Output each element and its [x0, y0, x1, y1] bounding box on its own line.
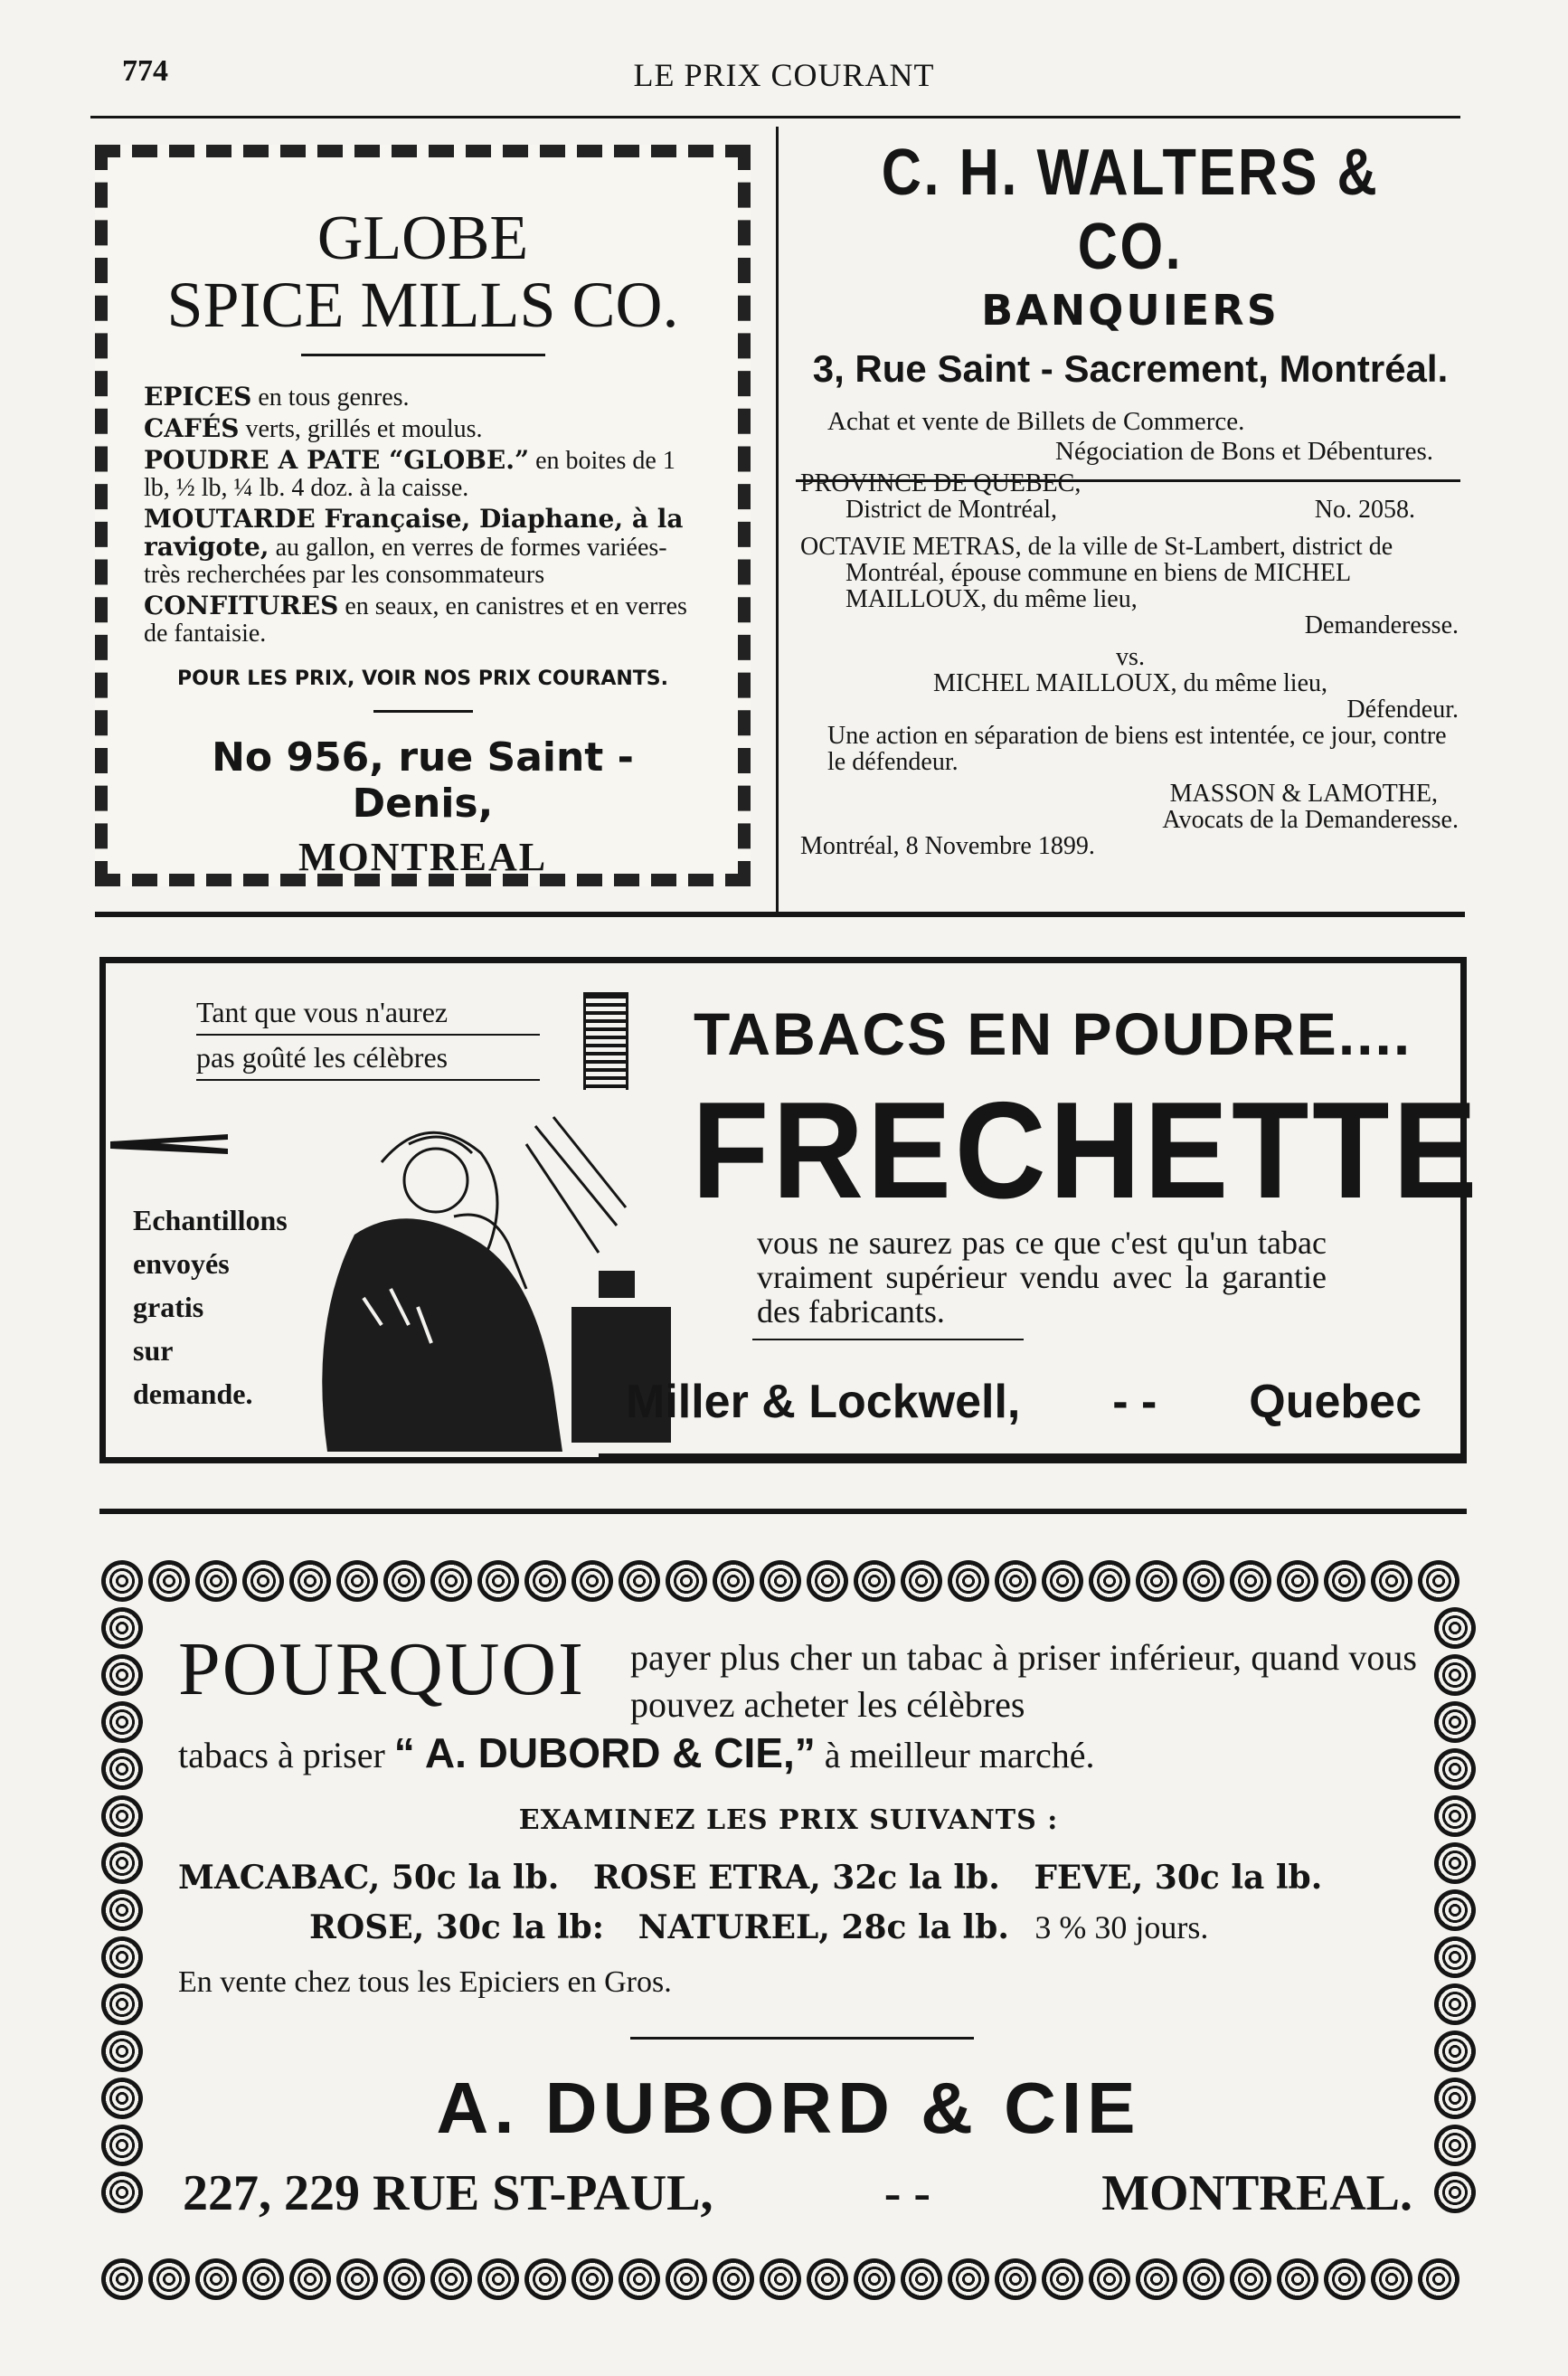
legal-notice [800, 470, 1460, 859]
ring-ornament-icon [760, 2258, 801, 2300]
ring-ornament-icon [1371, 2258, 1412, 2300]
ring-ornament-icon [101, 2172, 143, 2213]
ring-ornament-icon [995, 1560, 1036, 1602]
frechette-maker-row [626, 1375, 1422, 1429]
ring-ornament-icon [807, 1560, 848, 1602]
ring-ornament-icon [1324, 1560, 1365, 1602]
ring-ornament-icon [948, 1560, 989, 1602]
ring-ornament-icon [1042, 1560, 1083, 1602]
ring-ornament-icon [101, 1654, 143, 1696]
globe-city: MONTREAL [298, 835, 548, 879]
walters-line-1: Achat et vente de Billets de Commerce. [827, 407, 1245, 436]
globe-item: CAFÉS verts, grillés et moulus. [144, 413, 483, 443]
ring-ornament-icon [1434, 1748, 1476, 1790]
globe-address: No 956, rue Saint - Denis, [212, 734, 634, 827]
frechette-text: vous ne saurez pas ce que c'est qu'un tabac vraiment supérieur vendu avec la garantie des fabricants. [757, 1225, 1327, 1330]
frechette-dash: - - [1112, 1376, 1157, 1428]
dubord-prices-1: MACABAC, 50c la lb. ROSE ETRA, 32c la lb. FEVE, 30c la lb. [178, 1859, 1323, 1897]
globe-product-list [144, 383, 702, 648]
walters-address: 3, Rue Saint - Sacrement, Montréal. [812, 347, 1449, 390]
ring-ornament-icon [1434, 1701, 1476, 1743]
globe-rule [301, 354, 545, 356]
legal-district: District de Montréal, [845, 496, 1058, 524]
frechette-heading: TABACS EN POUDRE.... [694, 1000, 1412, 1067]
header-rule [90, 116, 1460, 118]
ring-ornament-icon [1371, 1560, 1412, 1602]
frechette-bottom-rule [599, 1453, 1467, 1459]
ring-ornament-icon [101, 1936, 143, 1978]
ring-ornament-icon [760, 1560, 801, 1602]
frechette-text-rule [752, 1339, 1024, 1340]
walters-title: C. H. WALTERS & CO. [881, 137, 1380, 283]
ring-ornament-icon [101, 1701, 143, 1743]
ring-ornament-icon [854, 1560, 895, 1602]
ring-ornament-icon [666, 2258, 707, 2300]
globe-item: CONFITURES en seaux, en canistres et en verres de fantaisie. [144, 591, 687, 648]
globe-item: MOUTARDE Française, Diaphane, à la ravigote, au gallon, en verres de formes variées-très recherchées par les consommateurs [144, 504, 684, 589]
walters-ad [787, 136, 1474, 482]
ring-ornament-icon [1183, 1560, 1224, 1602]
ring-ornament-icon [619, 1560, 660, 1602]
ring-ornament-icon [901, 2258, 942, 2300]
ring-ornament-icon [1418, 1560, 1459, 1602]
dubord-prices-2 [309, 1908, 1208, 1946]
frechette-maker: Miller & Lockwell, [626, 1376, 1021, 1428]
ring-ornament-icon [995, 2258, 1036, 2300]
ring-ornament-icon [1277, 2258, 1318, 2300]
globe-item: EPICES en tous genres. [144, 382, 410, 412]
legal-plaintiff-role: Demanderesse. [1304, 611, 1459, 639]
frechette-city: Quebec [1249, 1376, 1422, 1428]
ring-ornament-icon [383, 1560, 425, 1602]
ring-ornament-icon [477, 2258, 519, 2300]
legal-number: No. 2058. [1314, 496, 1415, 524]
ring-ornament-icon [524, 2258, 566, 2300]
ring-ornament-icon [1434, 1607, 1476, 1649]
ring-ornament-icon [195, 2258, 237, 2300]
legal-action: Une action en séparation de biens est intentée, ce jour, contre le défendeur. [827, 722, 1447, 776]
dubord-line3-c: à meilleur marché. [824, 1735, 1095, 1775]
ring-ornament-icon [148, 1560, 190, 1602]
globe-prix-note: POUR LES PRIX, VOIR NOS PRIX COURANTS. [177, 667, 668, 690]
ring-ornament-icon [1434, 1654, 1476, 1696]
ring-ornament-icon [1042, 2258, 1083, 2300]
frechette-intro-1: Tant que vous n'aurez [196, 996, 449, 1028]
ring-ornament-icon [713, 1560, 754, 1602]
dubord-address-row [183, 2164, 1412, 2222]
dubord-vente: En vente chez tous les Epiciers en Gros. [178, 1965, 672, 1999]
walters-subtitle: BANQUIERS [981, 286, 1280, 335]
legal-lawyers: MASSON & LAMOTHE, [1169, 780, 1438, 808]
ring-ornament-icon [101, 1560, 143, 1602]
ring-ornament-icon [336, 1560, 378, 1602]
ring-ornament-icon [101, 1607, 143, 1649]
ring-ornament-icon [289, 1560, 331, 1602]
ring-ornament-icon [1136, 1560, 1177, 1602]
legal-defendant: MICHEL MAILLOUX, du même lieu, [933, 669, 1327, 697]
ring-ornament-icon [1230, 2258, 1271, 2300]
dubord-city: MONTREAL. [1101, 2165, 1412, 2221]
ring-ornament-icon [101, 1889, 143, 1931]
ring-ornament-icon [336, 2258, 378, 2300]
ring-ornament-icon [1434, 1889, 1476, 1931]
page-title: LE PRIX COURANT [633, 57, 935, 93]
section-rule-2 [99, 1509, 1467, 1514]
ring-ornament-icon [430, 1560, 472, 1602]
ring-ornament-icon [1434, 2172, 1476, 2213]
frechette-samples [133, 1198, 288, 1415]
sample-line: gratis [133, 1291, 204, 1323]
frechette-ad [99, 957, 1481, 1463]
dubord-examinez: EXAMINEZ LES PRIX SUIVANTS : [518, 1804, 1059, 1836]
ring-ornament-icon [101, 1983, 143, 2025]
ring-ornament-icon [242, 2258, 284, 2300]
walters-line-2: Négociation de Bons et Débentures. [1055, 437, 1433, 466]
dubord-line3-b: “ A. DUBORD & CIE,” [393, 1729, 816, 1776]
frechette-intro [196, 990, 540, 1081]
ring-ornament-icon [948, 2258, 989, 2300]
ring-ornament-icon [854, 2258, 895, 2300]
ring-ornament-icon [1324, 2258, 1365, 2300]
ring-ornament-icon [571, 1560, 613, 1602]
legal-date: Montréal, 8 Novembre 1899. [800, 832, 1095, 860]
ring-ornament-icon [101, 1842, 143, 1884]
ring-ornament-icon [477, 1560, 519, 1602]
section-rule-1 [95, 912, 1465, 917]
legal-defendant-role: Défendeur. [1346, 696, 1459, 724]
sample-line: envoyés [133, 1247, 230, 1280]
ring-ornament-icon [1277, 1560, 1318, 1602]
sample-line: demande. [133, 1377, 253, 1410]
dubord-terms: 3 % 30 jours. [1034, 1909, 1209, 1945]
sample-line: sur [133, 1334, 174, 1367]
dubord-line3-a: tabacs à priser [178, 1735, 385, 1775]
dubord-pourquoi: POURQUOI [178, 1627, 586, 1711]
globe-rule-2 [373, 710, 473, 713]
legal-vs: vs. [1116, 643, 1145, 671]
dubord-name: A. DUBORD & CIE [436, 2068, 1141, 2148]
ring-ornament-icon [713, 2258, 754, 2300]
ring-ornament-icon [101, 2258, 143, 2300]
ring-ornament-icon [666, 1560, 707, 1602]
page-number: 774 [122, 54, 168, 88]
ring-ornament-icon [1136, 2258, 1177, 2300]
dubord-prices-2-text: ROSE, 30c la lb: NATUREL, 28c la lb. [309, 1908, 1009, 1946]
globe-item: POUDRE A PATE “GLOBE.” en boites de 1 lb, ½ lb, ¼ lb. 4 doz. à la caisse. [144, 445, 675, 502]
ring-ornament-icon [1089, 1560, 1130, 1602]
globe-title-1: GLOBE [316, 204, 529, 273]
ring-ornament-icon [289, 2258, 331, 2300]
legal-province: PROVINCE DE QUEBEC, [800, 469, 1082, 497]
dubord-address: 227, 229 RUE ST-PAUL, [183, 2165, 713, 2221]
ring-ornament-icon [383, 2258, 425, 2300]
legal-plaintiff: OCTAVIE METRAS, de la ville de St-Lambert, district de Montréal, épouse commune en biens de MICHEL MAILLOUX, du même lieu, [800, 533, 1393, 613]
ring-ornament-icon [1434, 1936, 1476, 1978]
globe-title-2: SPICE MILLS CO. [166, 269, 679, 341]
globe-spice-ad [95, 145, 751, 886]
ring-ornament-icon [242, 1560, 284, 1602]
legal-lawyers-role: Avocats de la Demanderesse. [1162, 806, 1459, 834]
ring-ornament-icon [148, 2258, 190, 2300]
dubord-dash: - - [883, 2165, 931, 2221]
ring-ornament-icon [430, 2258, 472, 2300]
frechette-name: FRECHETTE [692, 1074, 1481, 1227]
ring-ornament-icon [101, 1748, 143, 1790]
frechette-intro-rule-2 [196, 1079, 540, 1081]
ring-ornament-icon [1089, 2258, 1130, 2300]
ring-ornament-icon [1434, 1983, 1476, 2025]
pointing-hand-icon [106, 1122, 232, 1167]
dubord-rule [630, 2037, 974, 2040]
ring-ornament-icon [1230, 1560, 1271, 1602]
dubord-text: payer plus cher un tabac à priser inférieur, quand vous pouvez acheter les célèbres [630, 1637, 1417, 1725]
sample-line: Echantillons [133, 1204, 288, 1236]
ring-ornament-icon [901, 1560, 942, 1602]
column-divider [776, 127, 779, 913]
ring-ornament-icon [571, 2258, 613, 2300]
ring-ornament-icon [619, 2258, 660, 2300]
dubord-ad [101, 1560, 1476, 2300]
ring-ornament-icon [524, 1560, 566, 1602]
legal-district-row [800, 497, 1460, 523]
dubord-line-3 [178, 1728, 1095, 1777]
ring-ornament-icon [1434, 1842, 1476, 1884]
ring-ornament-icon [807, 2258, 848, 2300]
ring-ornament-icon [1183, 2258, 1224, 2300]
frechette-intro-2: pas goûté les célèbres [196, 1041, 449, 1074]
ring-ornament-icon [195, 1560, 237, 1602]
ring-ornament-icon [1418, 2258, 1459, 2300]
